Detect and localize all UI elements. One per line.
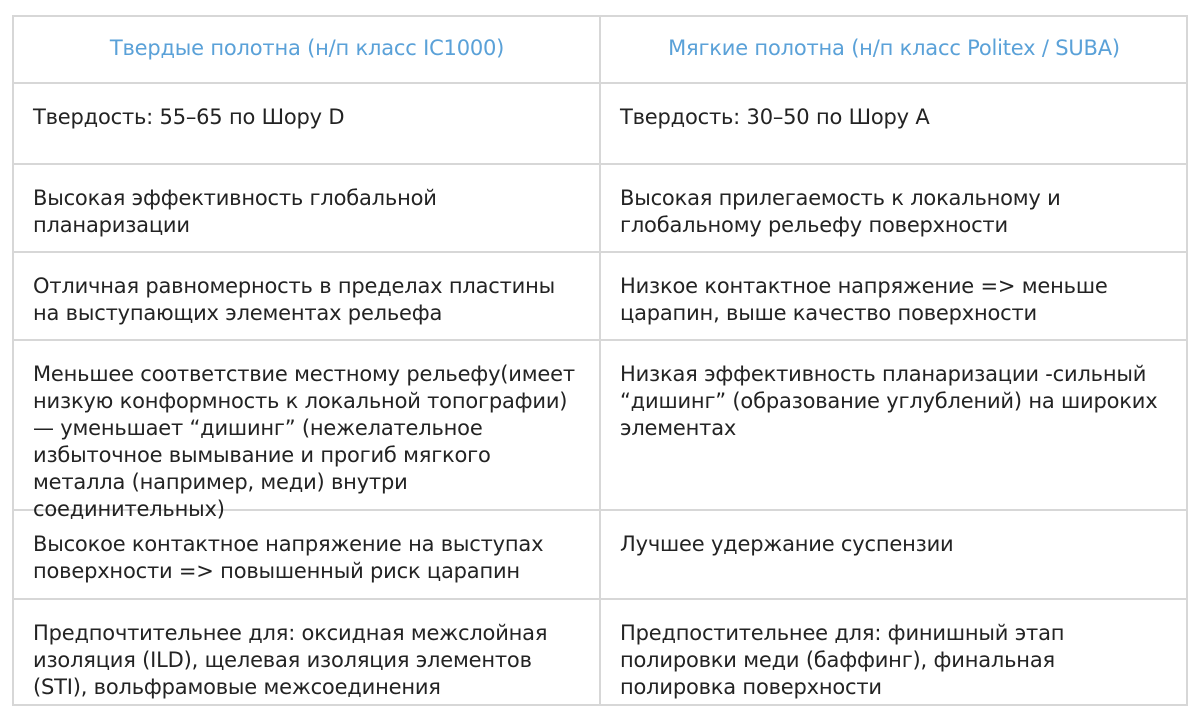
contact-stress-soft: Низкое контактное напряжение => меньше царапин, выше качество поверхности xyxy=(601,253,1188,339)
table-row xyxy=(14,165,1188,253)
dishing-soft: Низкая эффективность планаризации -сильный “дишинг” (образование углублений) на широких элементах xyxy=(601,341,1188,509)
table-row xyxy=(14,600,1188,706)
header-hard-pads: Твердые полотна (н/п класс IC1000) xyxy=(14,17,601,82)
table-row xyxy=(14,511,1188,600)
hardness-soft: Твердость: 30–50 по Шору А xyxy=(601,84,1188,163)
conformity-soft: Высокая прилегаемость к локальному и глобальному рельефу поверхности xyxy=(601,165,1188,251)
preferred-use-hard: Предпочтительнее для: оксидная межслойная изоляция (ILD), щелевая изоляция элементов (STI), вольфрамовые межсоединения xyxy=(14,600,601,704)
planarization-hard: Высокая эффективность глобальной планаризации xyxy=(14,165,601,251)
header-soft-pads: Мягкие полотна (н/п класс Politex / SUBA) xyxy=(601,17,1188,82)
comparison-table xyxy=(12,15,1188,706)
uniformity-hard: Отличная равномерность в пределах пластины на выступающих элементах рельефа xyxy=(14,253,601,339)
scratch-risk-hard: Высокое контактное напряжение на выступах поверхности => повышенный риск царапин xyxy=(14,511,601,598)
table-header-row xyxy=(14,17,1188,84)
table-row xyxy=(14,84,1188,165)
preferred-use-soft: Предпостительнее для: финишный этап полировки меди (баффинг), финальная полировка поверхности xyxy=(601,600,1188,704)
hardness-hard: Твердость: 55–65 по Шору D xyxy=(14,84,601,163)
table-row xyxy=(14,341,1188,521)
dishing-hard: Меньшее соответствие местному рельефу(имеет низкую конформность к локальной топографии) — уменьшает “дишинг” (нежелательное избыточное вымывание и прогиб мягкого металла (например, меди) внутри соединительных) xyxy=(14,341,601,509)
table-row xyxy=(14,253,1188,341)
slurry-retention-soft: Лучшее удержание суспензии xyxy=(601,511,1188,598)
